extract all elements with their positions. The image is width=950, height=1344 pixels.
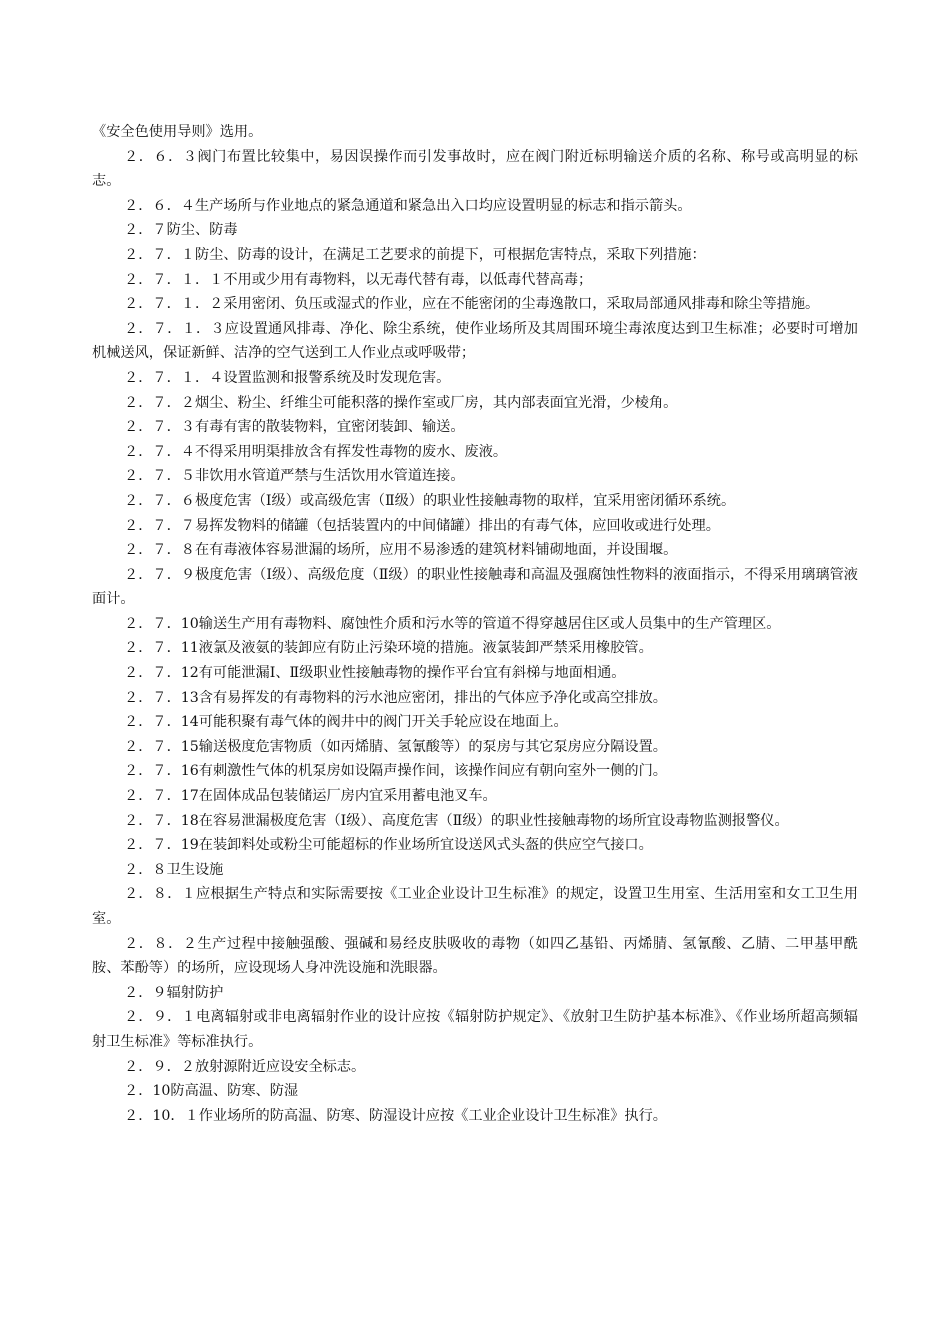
paragraph: ２．９辐射防护	[124, 984, 224, 1001]
paragraph: ２．７．１防尘、防毒的设计，在满足工艺要求的前提下，可根据危害特点，采取下列措施：	[124, 246, 706, 263]
paragraph: ２．７．19在装卸料处或粉尘可能超标的作业场所宜设送风式头盔的供应空气接口。	[124, 837, 653, 854]
paragraph: ２．９．２放射源附近应设安全标志。	[124, 1058, 366, 1075]
paragraph: ２．７．１．２采用密闭、负压或湿式的作业，应在不能密闭的尘毒逸散口，采取局部通风排毒和除尘等措施。	[124, 296, 820, 313]
paragraph: ２．７．１．１不用或少用有毒物料，以无毒代替有毒，以低毒代替高毒；	[124, 271, 593, 288]
paragraph: ２．６．３阀门布置比较集中，易因误操作而引发事故时，应在阀门附近标明输送介质的名称、称号或高明显的标志。	[92, 148, 858, 190]
paragraph: ２．８．１应根据生产特点和实际需要按《工业企业设计卫生标准》的规定，设置卫生用室、生活用室和女工卫生用室。	[92, 886, 858, 927]
paragraph: ２．７．15输送极度危害物质（如丙烯腈、氢氰酸等）的泵房与其它泵房应分隔设置。	[124, 738, 667, 755]
paragraph: ２．７．18在容易泄漏极度危害（Ⅰ级）、高度危害（Ⅱ级）的职业性接触毒物的场所宜设毒物监测报警仪。	[124, 812, 789, 829]
paragraph: ２．７．17在固体成品包装储运厂房内宜采用蓄电池叉车。	[124, 788, 497, 805]
paragraph: ２．10．１作业场所的防高温、防寒、防湿设计应按《工业企业设计卫生标准》执行。	[124, 1107, 667, 1124]
paragraph: ２．７．４不得采用明渠排放含有挥发性毒物的废水、废液。	[124, 443, 508, 460]
paragraph: ２．９．１电离辐射或非电离辐射作业的设计应按《辐射防护规定》、《放射卫生防护基本标准》、《作业场所超高频辐射卫生标准》等标准执行。	[92, 1009, 858, 1050]
paragraph: ２．６．４生产场所与作业地点的紧急通道和紧急出入口均应设置明显的标志和指示箭头。	[124, 197, 692, 214]
paragraph: ２．７．14可能积聚有毒气体的阀井中的阀门开关手轮应设在地面上。	[124, 714, 568, 731]
paragraph: ２．８．２生产过程中接触强酸、强碱和易经皮肤吸收的毒物（如四乙基铅、丙烯腈、氢氰酸、乙腈、二甲基甲酰胺、苯酚等）的场所，应设现场人身冲洗设施和洗眼器。	[92, 935, 858, 977]
paragraph: ２．７．７易挥发物料的储罐（包括装置内的中间储罐）排出的有毒气体，应回收或进行处理。	[124, 517, 720, 534]
paragraph: ２．７．12有可能泄漏Ⅰ、Ⅱ级职业性接触毒物的操作平台宜有斜梯与地面相通。	[124, 665, 626, 682]
paragraph: ２．７．９极度危害（Ⅰ级）、高级危度（Ⅱ级）的职业性接触毒和高温及强腐蚀性物料的液面指示，不得采用璃璃管液面计。	[92, 566, 858, 608]
paragraph: ２．７．５非饮用水管道严禁与生活饮用水管道连接。	[124, 468, 465, 485]
paragraph: 《安全色使用导则》选用。	[92, 124, 263, 140]
paragraph: ２．７．11液氯及液氨的装卸应有防止污染环境的措施。液氯装卸严禁采用橡胶管。	[124, 640, 653, 657]
paragraph: ２．７．１．３应设置通风排毒、净化、除尘系统，使作业场所及其周围环境尘毒浓度达到卫生标准；必要时可增加机械送风，保证新鲜、洁净的空气送到工人作业点或呼吸带；	[92, 320, 858, 362]
paragraph: ２．７．８在有毒液体容易泄漏的场所，应用不易渗透的建筑材料铺砌地面，并设围堰。	[124, 542, 678, 559]
paragraph: ２．７．13含有易挥发的有毒物料的污水池应密闭，排出的气体应予净化或高空排放。	[124, 689, 667, 706]
paragraph: ２．７．１．４设置监测和报警系统及时发现危害。	[124, 369, 451, 386]
paragraph: ２．７．10输送生产用有毒物料、腐蚀性介质和污水等的管道不得穿越居住区或人员集中的生产管理区。	[124, 615, 781, 632]
paragraph: ２．７防尘、防毒	[124, 222, 238, 239]
paragraph: ２．７．２烟尘、粉尘、纤维尘可能积落的操作室或厂房，其内部表面宜光滑，少棱角。	[124, 394, 678, 411]
paragraph: ２．７．６极度危害（Ⅰ级）或高级危害（Ⅱ级）的职业性接触毒物的取样，宜采用密闭循环系统。	[124, 492, 736, 509]
paragraph: ２．８卫生设施	[124, 861, 224, 878]
document-body	[92, 120, 858, 1128]
paragraph: ２．10防高温、防寒、防湿	[124, 1083, 299, 1100]
paragraph: ２．７．16有刺激性气体的机泵房如设隔声操作间，该操作间应有朝向室外一侧的门。	[124, 763, 667, 780]
paragraph: ２．７．３有毒有害的散装物料，宜密闭装卸、输送。	[124, 419, 465, 436]
